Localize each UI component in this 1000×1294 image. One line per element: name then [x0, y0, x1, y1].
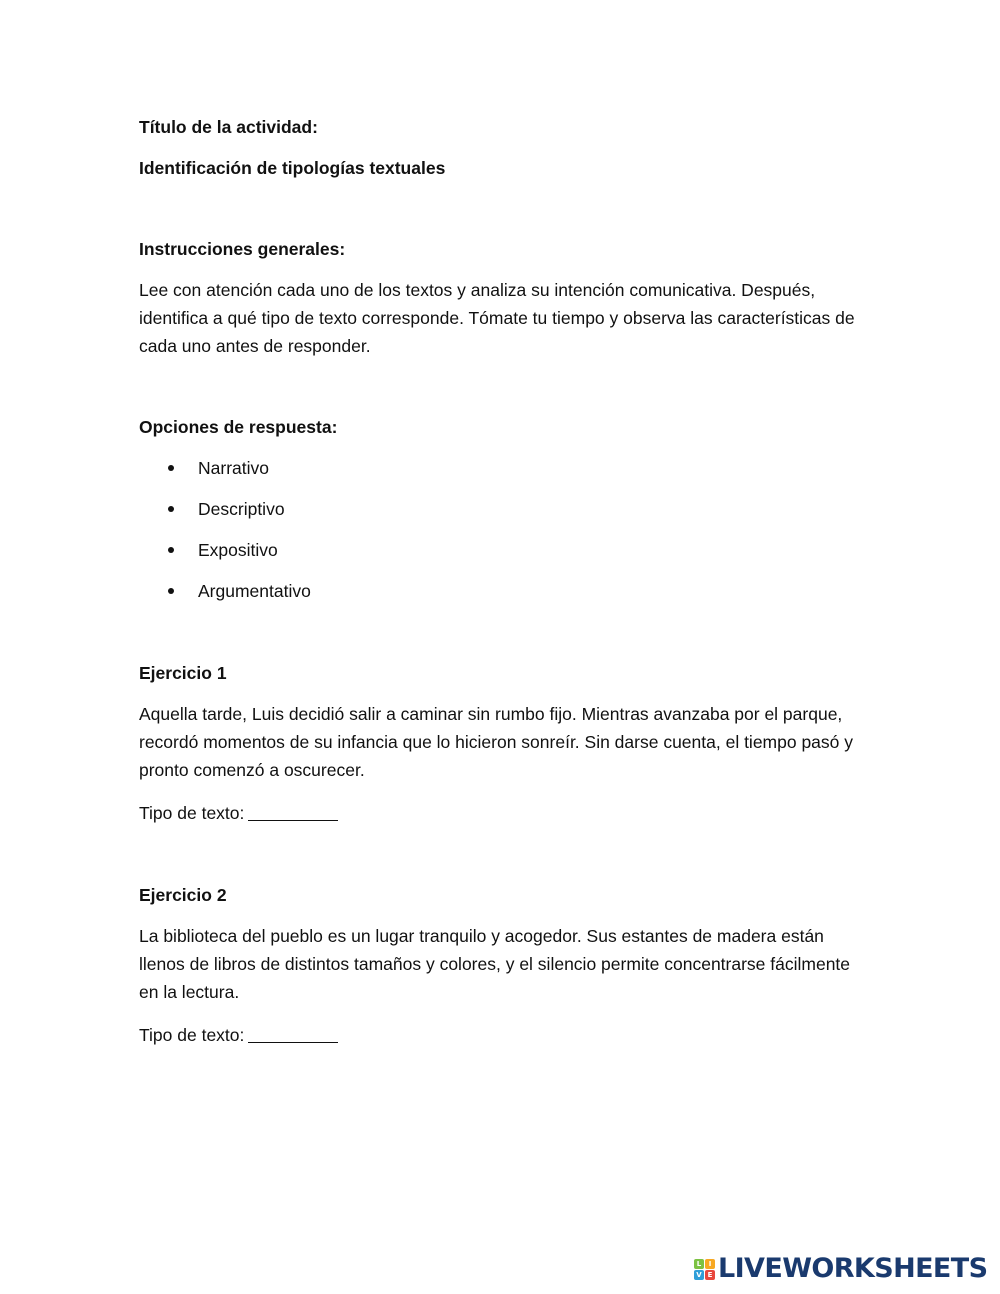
option-label: Descriptivo	[198, 499, 285, 519]
option-label: Argumentativo	[198, 581, 311, 601]
option-item	[139, 577, 869, 605]
instructions-text: Lee con atención cada uno de los textos y analiza su intención comunicativa. Después, identifica a qué tipo de texto corresponde. Tómate tu tiempo y observa las características de cada uno antes de responder.	[139, 280, 855, 356]
options-list	[139, 454, 869, 605]
activity-title: Identificación de tipologías textuales	[139, 158, 446, 178]
answer-blank[interactable]	[248, 1024, 338, 1043]
exercise-1	[139, 659, 869, 827]
option-label: Expositivo	[198, 540, 278, 560]
option-item	[139, 454, 869, 482]
exercise-answer-line	[139, 1021, 869, 1049]
bullet-icon	[168, 547, 174, 553]
bullet-icon	[168, 506, 174, 512]
option-item	[139, 536, 869, 564]
answer-prompt: Tipo de texto:	[139, 1025, 245, 1045]
exercise-text: La biblioteca del pueblo es un lugar tranquilo y acogedor. Sus estantes de madera están llenos de libros de distintos tamaños y colores, y el silencio permite concentrarse fácilmente en la lectura.	[139, 926, 851, 1002]
option-item	[139, 495, 869, 523]
logo-mark-icon: L I V E	[694, 1259, 715, 1280]
exercise-label: Ejercicio 2	[139, 885, 227, 905]
options-label: Opciones de respuesta:	[139, 417, 338, 437]
exercise-2	[139, 881, 869, 1049]
activity-title-label: Título de la actividad:	[139, 117, 318, 137]
worksheet-content	[139, 113, 869, 1049]
bullet-icon	[168, 465, 174, 471]
instructions-label: Instrucciones generales:	[139, 239, 346, 259]
bullet-icon	[168, 588, 174, 594]
answer-prompt: Tipo de texto:	[139, 803, 245, 823]
logo-text: LIVEWORKSHEETS	[718, 1253, 988, 1284]
option-label: Narrativo	[198, 458, 269, 478]
exercise-answer-line	[139, 799, 869, 827]
liveworksheets-logo	[694, 1254, 987, 1284]
answer-blank[interactable]	[248, 802, 338, 821]
exercise-text: Aquella tarde, Luis decidió salir a caminar sin rumbo fijo. Mientras avanzaba por el parque, recordó momentos de su infancia que lo hicieron sonreír. Sin darse cuenta, el tiempo pasó y pronto comenzó a oscurecer.	[139, 704, 854, 780]
exercise-label: Ejercicio 1	[139, 663, 227, 683]
